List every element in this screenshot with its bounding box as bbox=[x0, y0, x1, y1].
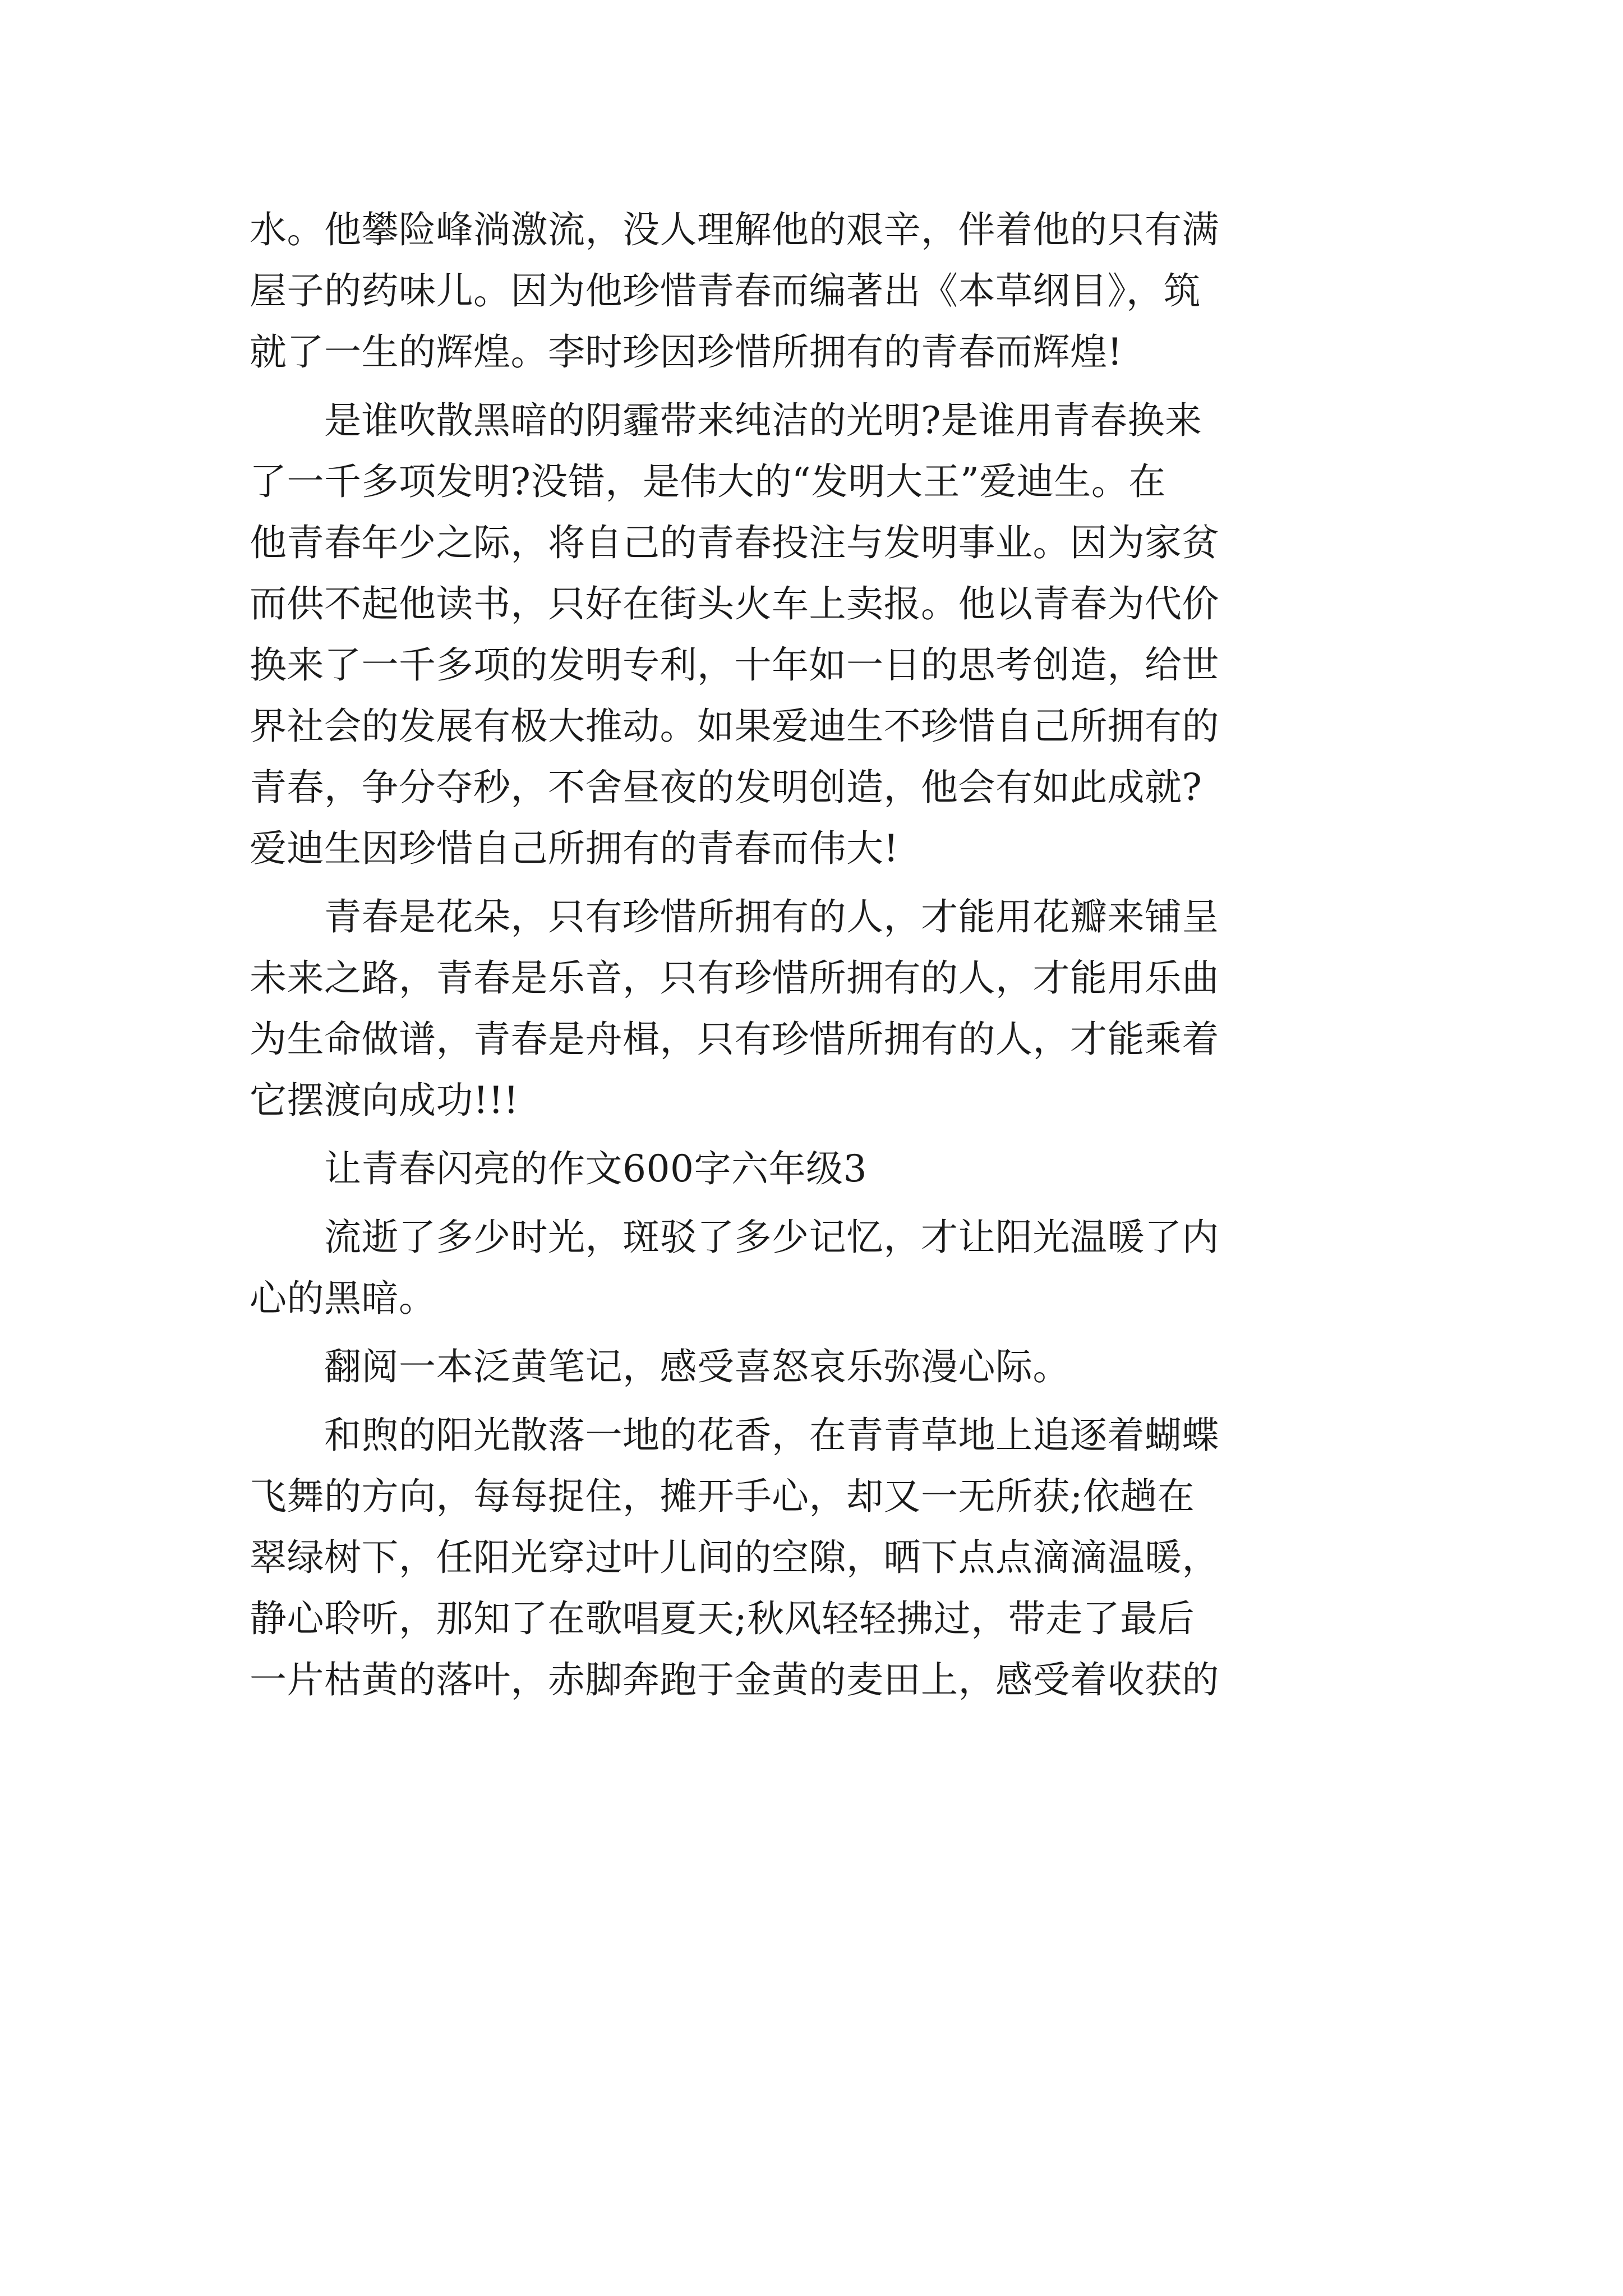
document-body bbox=[250, 199, 1388, 1710]
text-line: 屋子的药味儿。因为他珍惜青春而编著出《本草纲目》，筑 bbox=[250, 269, 1201, 312]
section-heading bbox=[250, 1138, 1388, 1199]
text-line: 为生命做谱，青春是舟楫，只有珍惜所拥有的人，才能乘着 bbox=[250, 1018, 1219, 1061]
paragraph bbox=[250, 199, 1388, 383]
paragraph bbox=[250, 390, 1388, 879]
text-line: 水。他攀险峰淌激流，没人理解他的艰辛，伴着他的只有满 bbox=[250, 208, 1219, 251]
text-line: 了一千多项发明?没错，是伟大的“发明大王”爱迪生。在 bbox=[250, 460, 1166, 503]
paragraph bbox=[250, 1207, 1388, 1329]
text-line: 青春，争分夺秒，不舍昼夜的发明创造，他会有如此成就? bbox=[250, 766, 1202, 809]
text-line: 飞舞的方向，每每捉住，摊开手心，却又一无所获;依趟在 bbox=[250, 1475, 1195, 1518]
text-line: 和煦的阳光散落一地的花香，在青青草地上追逐着蝴蝶 bbox=[250, 1414, 1219, 1457]
text-line: 翠绿树下，任阳光穿过叶儿间的空隙，晒下点点滴滴温暖， bbox=[250, 1536, 1219, 1579]
text-line: 爱迪生因珍惜自己所拥有的青春而伟大! bbox=[250, 827, 899, 870]
text-line: 未来之路，青春是乐音，只有珍惜所拥有的人，才能用乐曲 bbox=[250, 956, 1219, 1000]
text-line: 换来了一千多项的发明专利，十年如一日的思考创造，给世 bbox=[250, 643, 1219, 687]
text-line: 翻阅一本泛黄笔记，感受喜怒哀乐弥漫心际。 bbox=[250, 1345, 1070, 1388]
text-line: 而供不起他读书，只好在街头火车上卖报。他以青春为代价 bbox=[250, 582, 1219, 625]
paragraph bbox=[250, 886, 1388, 1131]
text-line: 静心聆听，那知了在歌唱夏天;秋风轻轻拂过，带走了最后 bbox=[250, 1597, 1195, 1640]
text-line: 是谁吹散黑暗的阴霾带来纯洁的光明?是谁用青春换来 bbox=[250, 399, 1202, 442]
paragraph bbox=[250, 1405, 1388, 1710]
text-line: 青春是花朵，只有珍惜所拥有的人，才能用花瓣来铺呈 bbox=[250, 895, 1219, 938]
paragraph bbox=[250, 1336, 1388, 1397]
text-line: 就了一生的辉煌。李时珍因珍惜所拥有的青春而辉煌! bbox=[250, 330, 1123, 374]
text-line: 它摆渡向成功!!! bbox=[250, 1079, 519, 1122]
text-line: 界社会的发展有极大推动。如果爱迪生不珍惜自己所拥有的 bbox=[250, 705, 1219, 748]
heading-line: 让青春闪亮的作文600字六年级3 bbox=[250, 1147, 867, 1190]
text-line: 流逝了多少时光，斑驳了多少记忆，才让阳光温暖了内 bbox=[250, 1216, 1219, 1259]
text-line: 心的黑暗。 bbox=[250, 1277, 436, 1320]
text-line: 他青春年少之际，将自己的青春投注与发明事业。因为家贫 bbox=[250, 521, 1219, 564]
text-line: 一片枯黄的落叶，赤脚奔跑于金黄的麦田上，感受着收获的 bbox=[250, 1658, 1219, 1701]
